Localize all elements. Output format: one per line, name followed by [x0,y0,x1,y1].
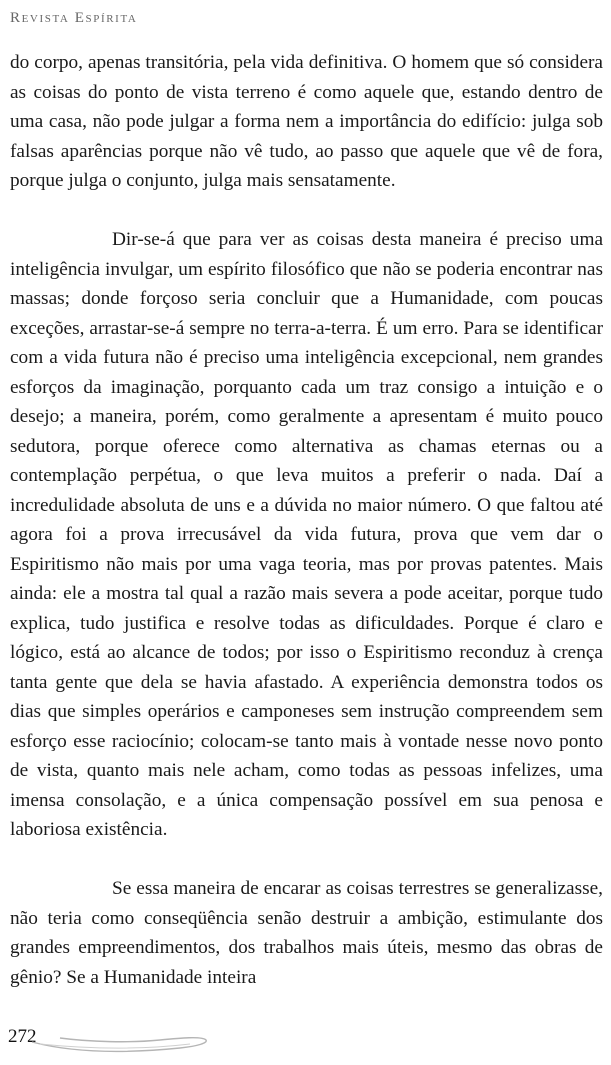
paragraph: Dir-se-á que para ver as coisas desta maneira é preciso uma inteligência invulgar, um espírito filosófico que não se poderia encontrar nas massas; donde forçoso seria concluir que a Humanidade, com poucas exceções, arrastar-se-á sempre no terra-a-terra. É um erro. Para se identificar com a vida futura não é preciso uma inteligência excepcional, nem grandes esforços da imaginação, porquanto cada um traz consigo a intuição e o desejo; a maneira, porém, como geralmente a apresentam é muito pouco sedutora, porque oferece como alternativa as chamas eternas ou a contemplação perpétua, o que leva muitos a preferir o nada. Daí a incredulidade absoluta de uns e a dúvida no maior número. O que faltou até agora foi a prova irrecusável da vida futura, prova que vem dar o Espiritismo não mais por uma vaga teoria, mas por provas patentes. Mais ainda: ele a mostra tal qual a razão mais severa a pode aceitar, porque tudo explica, tudo justifica e resolve todas as dificuldades. Porque é claro e lógico, está ao alcance de todos; por isso o Espiritismo reconduz à crença tanta gente que dela se havia afastado. A experiência demonstra todos os dias que simples operários e camponeses sem instrução compreendem sem esforço esse raciocínio; colocam-se tanto mais à vontade nesse novo ponto de vista, quanto mais nele acham, como todas as pessoas infelizes, uma imensa consolação, e a única compensação possível em sua penosa e laboriosa existência. [10,229,603,840]
paragraph-continued: do corpo, apenas transitória, pela vida definitiva. O homem que só considera as coisas do ponto de vista terreno é como aquele que, estando dentro de uma casa, não pode julgar a forma nem a importância do edifício: julga sob falsas aparências porque não vê tudo, ao passo que aquele que vê de fora, porque julga o conjunto, julga mais sensatamente. [10,52,603,191]
paragraph: Se essa maneira de encarar as coisas terrestres se generalizasse, não teria como conseqüência senão destruir a ambição, estimulante dos grandes empreendimentos, dos trabalhos mais úteis, mesmo das obras de gênio? Se a Humanidade inteira [10,878,603,988]
folio-swash-ornament [30,1030,210,1056]
page-number: 272 [8,1026,37,1047]
body-text [10,48,603,992]
running-header: Revista Espírita [10,10,138,26]
